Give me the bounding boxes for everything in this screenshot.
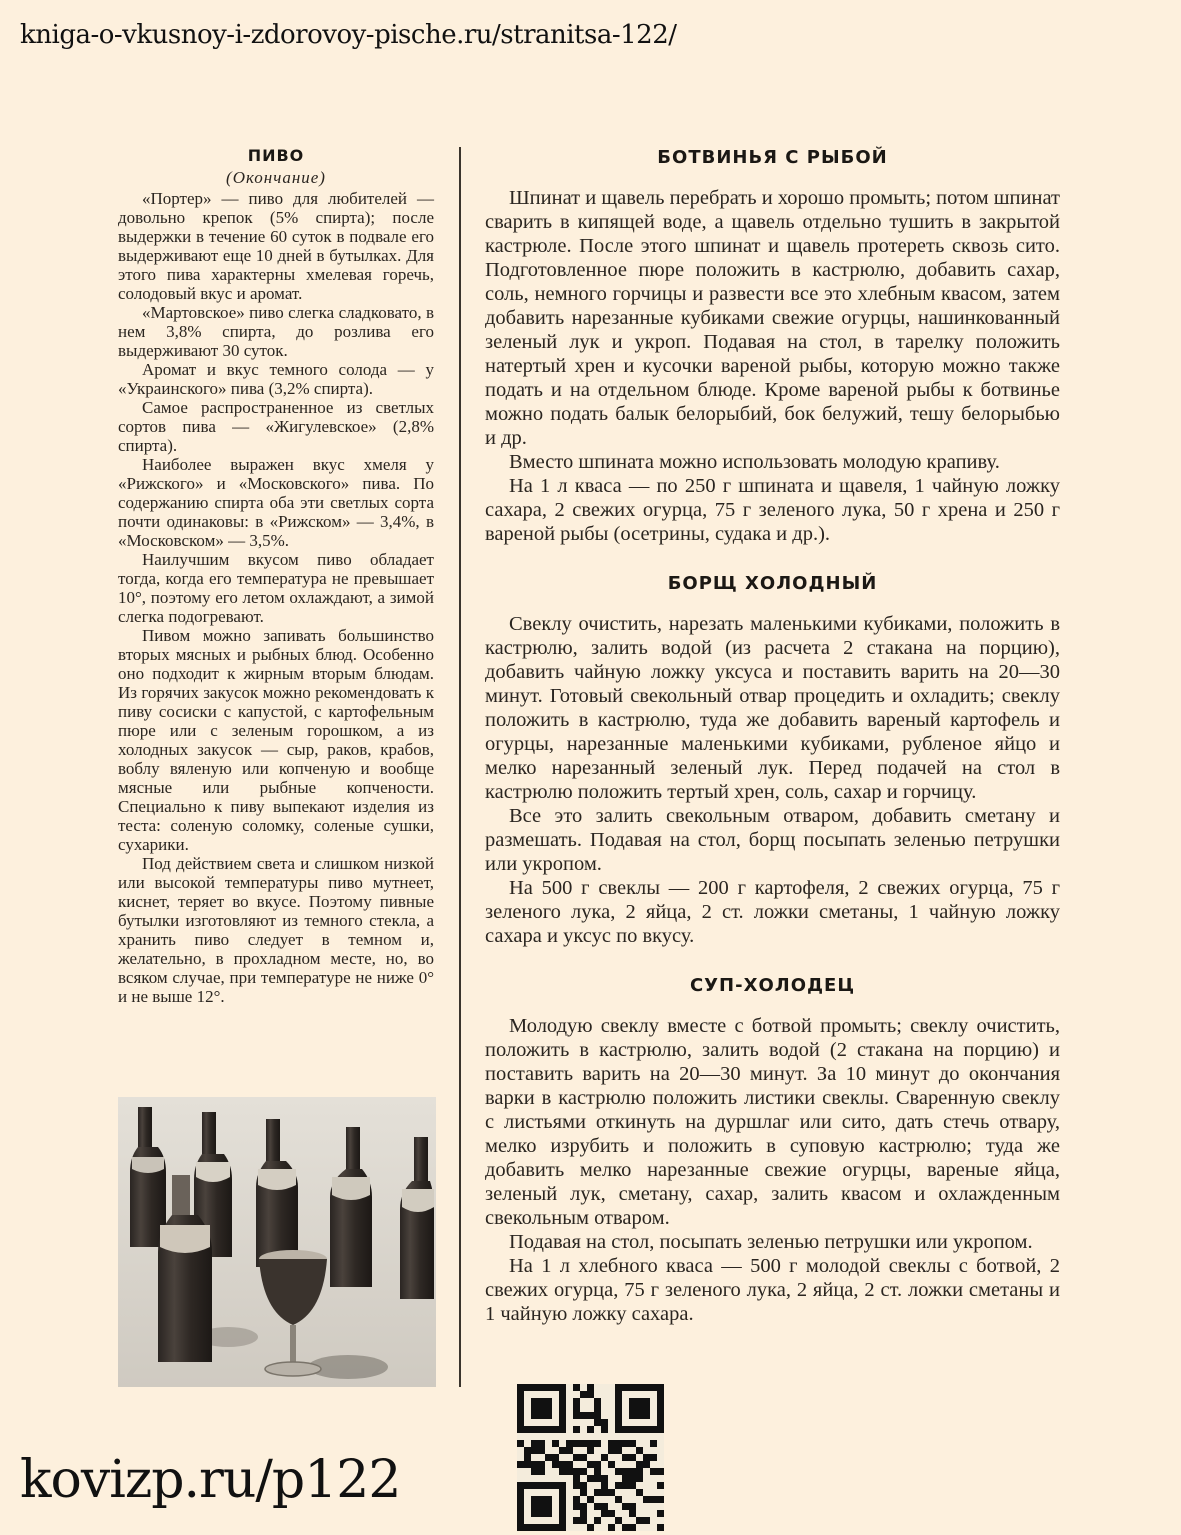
recipe-botvinya bbox=[485, 146, 1060, 546]
recipe-sup-kholodets bbox=[485, 974, 1060, 1326]
paragraph: На 1 л хлебного кваса — 500 г молодой свеклы с ботвой, 2 свежих огурца, 75 г зеленого лука, 2 яйца, 2 ст. ложки сметаны и 1 чайную ложку сахара. bbox=[485, 1255, 1060, 1325]
recipe-title: БОТВИНЬЯ С РЫБОЙ bbox=[657, 147, 888, 168]
paragraph: Вместо шпината можно использовать молодую крапиву. bbox=[509, 451, 1000, 473]
right-column-recipes bbox=[485, 146, 1060, 1326]
left-column-beer-article bbox=[118, 146, 434, 1006]
paragraph: На 1 л кваса — по 250 г шпината и щавеля, 1 чайную ложку сахара, 2 свежих огурца, 75 г зеленого лука, 50 г хрена и 250 г вареной рыбы (осетрины, судака и др.). bbox=[485, 475, 1060, 545]
paragraph: Свеклу очистить, нарезать маленькими кубиками, положить в кастрюлю, залить водой (из расчета 2 стакана на порцию), добавить чайную ложку уксуса и поставить варить на 20—30 минут. Готовый свекольный отвар процедить и охладить; свеклу положить в кастрюлю, туда же добавить вареный картофель и огурцы, нарезанные маленькими кубиками, рубленое яйцо и мелко нарезанный зеленый лук. Перед подачей на стол в кастрюлю положить тертый хрен, соль, сахар и горчицу. bbox=[485, 613, 1060, 803]
qr-code[interactable] bbox=[517, 1384, 664, 1531]
qr-code-icon bbox=[517, 1384, 664, 1531]
recipe-title: СУП-ХОЛОДЕЦ bbox=[689, 975, 856, 996]
page-url-header[interactable]: kniga-o-vkusnoy-i-zdorovoy-pische.ru/stranitsa-122/ bbox=[20, 20, 677, 50]
beer-bottles-illustration-icon bbox=[118, 1097, 436, 1387]
column-divider bbox=[459, 147, 461, 1387]
paragraph: Пивом можно запивать большинство вторых мясных и рыбных блюд. Особенно оно подходит к жирным вторым блюдам. Из горячих закусок можно рекомендовать к пиву сосиски с капустой, с картофельным пюре или с зеленым горошком, а из холодных закусок — сыр, раков, крабов, воблу вяленую или копченую и вообще мясные или рыбные копчености. Специально к пиву выпекают изделия из теста: соленую соломку, соленые сушки, сухарики. bbox=[118, 626, 434, 854]
paragraph: Под действием света и слишком низкой или высокой температуры пиво мутнеет, киснет, теряет во вкусе. Поэтому пивные бутылки изготовляют из темного стекла, а хранить пиво следует в темном и, желательно, в прохладном месте, но, во всяком случае, при температуре не ниже 0° и не выше 12°. bbox=[118, 854, 434, 1006]
recipe-title: БОРЩ ХОЛОДНЫЙ bbox=[667, 573, 878, 594]
beer-bottles-photo bbox=[118, 1097, 436, 1387]
paragraph: Наиболее выражен вкус хмеля у «Рижского» и «Московского» пива. По содержанию спирта оба эти светлых сорта почти одинаковы: в «Рижском» — 3,4%, в «Московском» — 3,5%. bbox=[118, 455, 434, 550]
paragraph: Аромат и вкус темного солода — у «Украинского» пива (3,2% спирта). bbox=[118, 360, 434, 398]
paragraph: Шпинат и щавель перебрать и хорошо промыть; потом шпинат сварить в кипящей воде, а щавель отдельно тушить в закрытой кастрюле. После этого шпинат и щавель протереть сквозь сито. Подготовленное пюре положить в кастрюлю, добавить сахар, соль, немного горчицы и развести все это хлебным квасом, затем добавить нарезанные кубиками свежие огурцы, нашинкованный зеленый лук и укроп. Подавая на стол, в тарелку положить натертый хрен и кусочки вареной рыбы, которую можно также подать и на отдельном блюде. Кроме вареной рыбы к ботвинье можно подать балык белорыбий, бок белужий, тешу белорыбью и др. bbox=[485, 187, 1060, 449]
paragraph: Наилучшим вкусом пиво обладает тогда, когда его температура не превышает 10°, поэтому его летом охлаждают, а зимой слегка подогревают. bbox=[118, 550, 434, 626]
short-link[interactable]: kovizp.ru/p122 bbox=[20, 1450, 401, 1510]
paragraph: Молодую свеклу вместе с ботвой промыть; свеклу очистить, положить в кастрюлю, залить водой (2 стакана на порцию) и поставить варить на 20—30 минут. За 10 минут до окончания варки в кастрюлю положить листики свеклы. Сваренную свеклу с листьями откинуть на дуршлаг или сито, дать стечь отвару, мелко изрубить и положить в суповую кастрюлю; туда же добавить мелко нарезанные свежие огурцы, вареные яйца, зеленый лук, сметану, сахар, залить квасом и охлажденным свекольным отваром. bbox=[485, 1015, 1060, 1229]
paragraph: «Портер» — пиво для любителей — довольно крепок (5% спирта); после выдержки в течение 60 суток в подвале его выдерживают еще 10 дней в бутылках. Для этого пива характерны хмелевая горечь, солодовый вкус и аромат. bbox=[118, 189, 434, 303]
recipe-borsch-cold bbox=[485, 572, 1060, 948]
paragraph: Все это залить свекольным отваром, добавить сметану и размешать. Подавая на стол, борщ посыпать зеленью петрушки или укропом. bbox=[485, 805, 1060, 875]
paragraph: На 500 г свеклы — 200 г картофеля, 2 свежих огурца, 75 г зеленого лука, 2 яйца, 2 ст. ложки сметаны, 1 чайную ложку сахара и уксус по вкусу. bbox=[485, 877, 1060, 947]
paragraph: Подавая на стол, посыпать зеленью петрушки или укропом. bbox=[509, 1231, 1033, 1253]
section-title-beer: ПИВО bbox=[247, 146, 305, 165]
paragraph: «Мартовское» пиво слегка сладковато, в нем 3,8% спирта, до розлива его выдерживают 30 суток. bbox=[118, 303, 434, 360]
section-subtitle-continuation: (Окончание) bbox=[226, 168, 326, 187]
paragraph: Самое распространенное из светлых сортов пива — «Жигулевское» (2,8% спирта). bbox=[118, 398, 434, 455]
